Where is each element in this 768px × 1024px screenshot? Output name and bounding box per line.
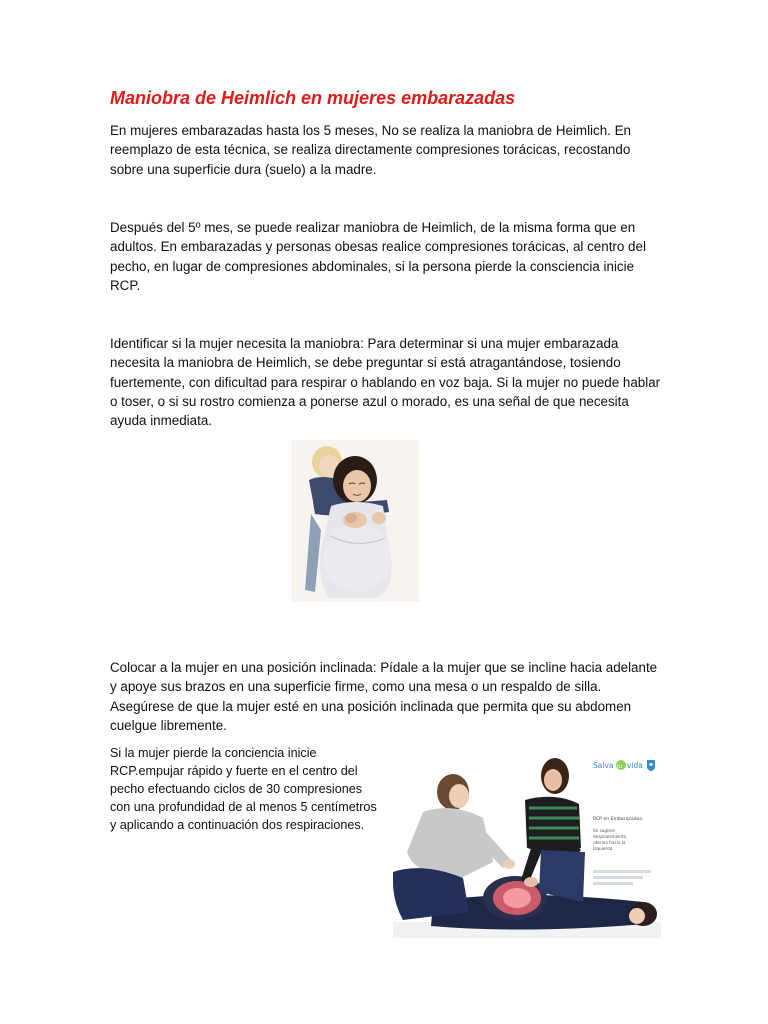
paragraph-4: Colocar a la mujer en una posición inclinada: Pídale a la mujer que se incline hacia adelante y apoye sus brazos en una superficie firme, como una mesa o un respaldo de silla. Asegúrese de que la mujer esté en una posición inclinada que permita que su abdomen cuelgue libremente. [110,660,658,733]
panel-line-3: uterino hacia la [593,840,626,845]
paragraph-5: Si la mujer pierde la conciencia inicie RCP.empujar rápido y fuerte en el centro del pecho efectuando ciclos de 30 compresiones con una profundidad de al menos 5 centímetros y aplicando a continuación dos respiraciones. [110,746,377,832]
logo-text-right: vida [627,761,643,770]
cpr-illustration [393,752,661,938]
paragraph-1: En mujeres embarazadas hasta los 5 meses, No se realiza la maniobra de Heimlich. En reemplazo de esta técnica, se realiza directamente compresiones torácicas, recostando sobre una superficie dura (suelo) a la madre. [110,123,631,177]
logo-text-left: Salva [593,761,614,770]
panel-line-2: desplazamiento [593,834,627,839]
panel-heading: RCP en Embarazadas: [593,817,644,822]
paragraph-3: Identificar si la mujer necesita la maniobra: Para determinar si una mujer embarazada necesita la maniobra de Heimlich, se debe preguntar si está atragantándose, tosiendo fuertemente, con dificultad para respirar o hablando en voz baja. Si la mujer no puede hablar o toser, o si su rostro comienza a ponerse azul o morado, es una señal de que necesita ayuda inmediata. [110,336,661,429]
heimlich-illustration [291,440,419,602]
logo-text-mid: tu [617,764,623,770]
paragraph-2: Después del 5º mes, se puede realizar maniobra de Heimlich, de la misma forma que en adultos. En embarazadas y personas obesas realice compresiones torácicas, al centro del pecho, en lugar de compresiones abdominales, si la persona pierde la consciencia inicie RCP. [110,220,646,293]
panel-line-4: izquierda [593,846,613,851]
page-title: Maniobra de Heimlich en mujeres embarazadas [110,88,516,108]
panel-line-1: Se sugiere [593,828,616,833]
